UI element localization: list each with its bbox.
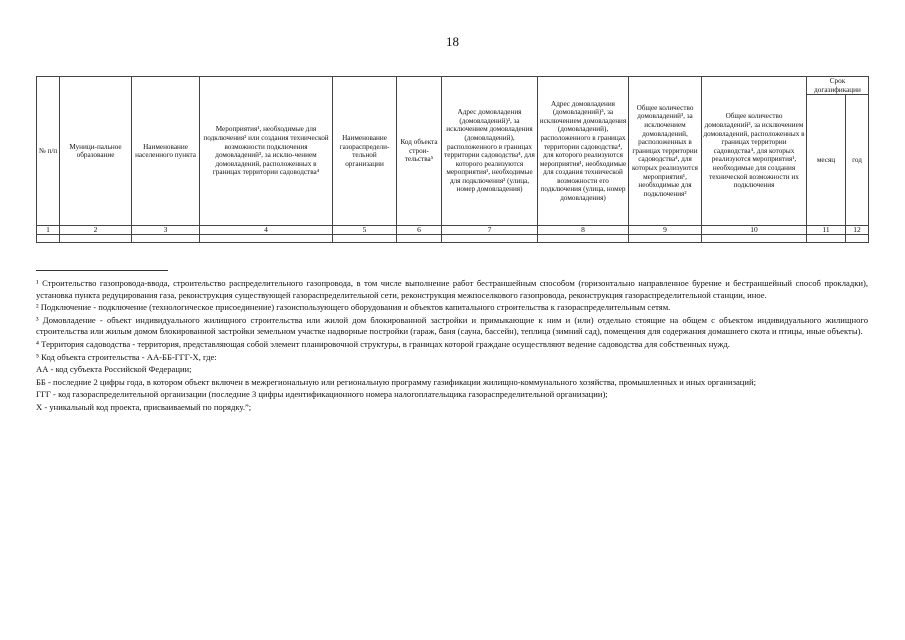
column-number: 10	[702, 226, 807, 235]
empty-cell	[629, 235, 702, 243]
column-number: 2	[60, 226, 132, 235]
footnote-5: ⁵ Код объекта строительства - АА-ББ-ГГГ-Х, где:	[36, 351, 217, 362]
column-number: 3	[132, 226, 200, 235]
footnote-3: ³ Домовладение - объект индивидуального жилищного строительства или жилой дом блокированной застройки и примыкающие к ним и (или) отдельно стоящие на общем с объектом индивидуального жилищного строительства или жилым домом блокированной застройки земельном участке надворные постройки (гараж, баня (сауна, бассейн), теплица (зимний сад), помещения для содержания домашнего скота и птицы, иные объекты).	[36, 314, 868, 337]
empty-cell	[60, 235, 132, 243]
column-number: 12	[846, 226, 869, 235]
column-number: 9	[629, 226, 702, 235]
column-number: 7	[442, 226, 538, 235]
footnote-5-ggg: ГГГ - код газораспределительной организации (последние 3 цифры идентификационного номера налогоплательщика газораспределительной организации);	[36, 389, 608, 400]
column-number: 5	[333, 226, 397, 235]
column-number: 6	[397, 226, 442, 235]
empty-cell	[807, 235, 846, 243]
footnotes	[36, 278, 868, 415]
empty-cell	[846, 235, 869, 243]
column-number: 8	[538, 226, 629, 235]
header-municipality: Муници-пальное образование	[60, 77, 132, 226]
footnote-separator	[36, 270, 168, 271]
column-number: 11	[807, 226, 846, 235]
empty-cell	[538, 235, 629, 243]
column-number: 4	[200, 226, 333, 235]
footnote-5-x: Х - уникальный код проекта, присваиваемый по порядку.”;	[36, 401, 252, 412]
page-number: 18	[446, 34, 459, 49]
header-gasification-deadline: Срок догазификации	[807, 77, 869, 95]
empty-cell	[200, 235, 333, 243]
header-settlement: Наименование населенного пункта	[132, 77, 200, 226]
footnote-1: ¹ Строительство газопровода-ввода, строительство распределительного газопровода, в том числе выполнение работ бестраншейным способом (горизонтально направленное бурение и бестраншейный способ прокладки), установка пункта редуцирования газа, реконструкция существующей газораспределительной сети, реконструкция межпоселкового газопровода, реконструкция газораспределительной станции, иное.	[36, 278, 868, 300]
header-count-capacity: Общее количество домовладений³, за исключением домовладений, расположенных в границах территории садоводства⁴, для которых реализуются мероприятия¹, необходимые для создания технической возможности их подключения	[702, 77, 807, 226]
empty-cell	[442, 235, 538, 243]
column-number-row	[37, 226, 869, 235]
empty-cell	[333, 235, 397, 243]
empty-table-row	[37, 235, 869, 243]
header-month: месяц	[807, 95, 846, 226]
header-address-capacity: Адрес домовладения (домовладений)³, за исключением домовладения (домовладений), расположенного в границах территории садоводства⁴, для которого реализуются мероприятия¹, необходимые для создания технической возможности его подключения (улица, номер домовладения)	[538, 77, 629, 226]
header-number: № п/п	[37, 77, 60, 226]
empty-cell	[132, 235, 200, 243]
header-object-code: Код объекта строи-тельства⁵	[397, 77, 442, 226]
footnote-2: ² Подключение - подключение (технологическое присоединение) газоиспользующего оборудования и объектов капитального строительства к газораспределительным сетям.	[36, 302, 671, 313]
header-year: год	[846, 95, 869, 226]
column-number: 1	[37, 226, 60, 235]
footnote-5-aa: АА - код субъекта Российской Федерации;	[36, 364, 192, 375]
empty-cell	[397, 235, 442, 243]
footnote-4: ⁴ Территория садоводства - территория, представляющая собой элемент планировочной структуры, в границах которой граждане осуществляют ведение садоводства для собственных нужд.	[36, 338, 730, 349]
footnote-5-bb: ББ - последние 2 цифры года, в котором объект включен в межрегиональную или региональную программу газификации жилищно-коммунального хозяйства, промышленных и иных организаций;	[36, 376, 756, 387]
gasification-table	[36, 76, 869, 243]
empty-cell	[702, 235, 807, 243]
empty-cell	[37, 235, 60, 243]
header-measures: Мероприятия¹, необходимые для подключения² или создания технической возможности подключения домовладений³, за исклю-чением домовладений, расположенных в границах территории садоводства⁴	[200, 77, 333, 226]
header-address-connection: Адрес домовладения (домовладений)³, за исключением домовладения (домовладений), расположенного в границах территории садоводства⁴, для которого реализуются мероприятия¹, необходимые для подключения² (улица, номер домовладения)	[442, 77, 538, 226]
header-count-connection: Общее количество домовладений³, за исключением домовладений, расположенных в границах территории садоводства⁴, для которых реализуются мероприятия¹, необходимые для подключения²	[629, 77, 702, 226]
header-gas-org: Наименование газораспредели-тельной организации	[333, 77, 397, 226]
